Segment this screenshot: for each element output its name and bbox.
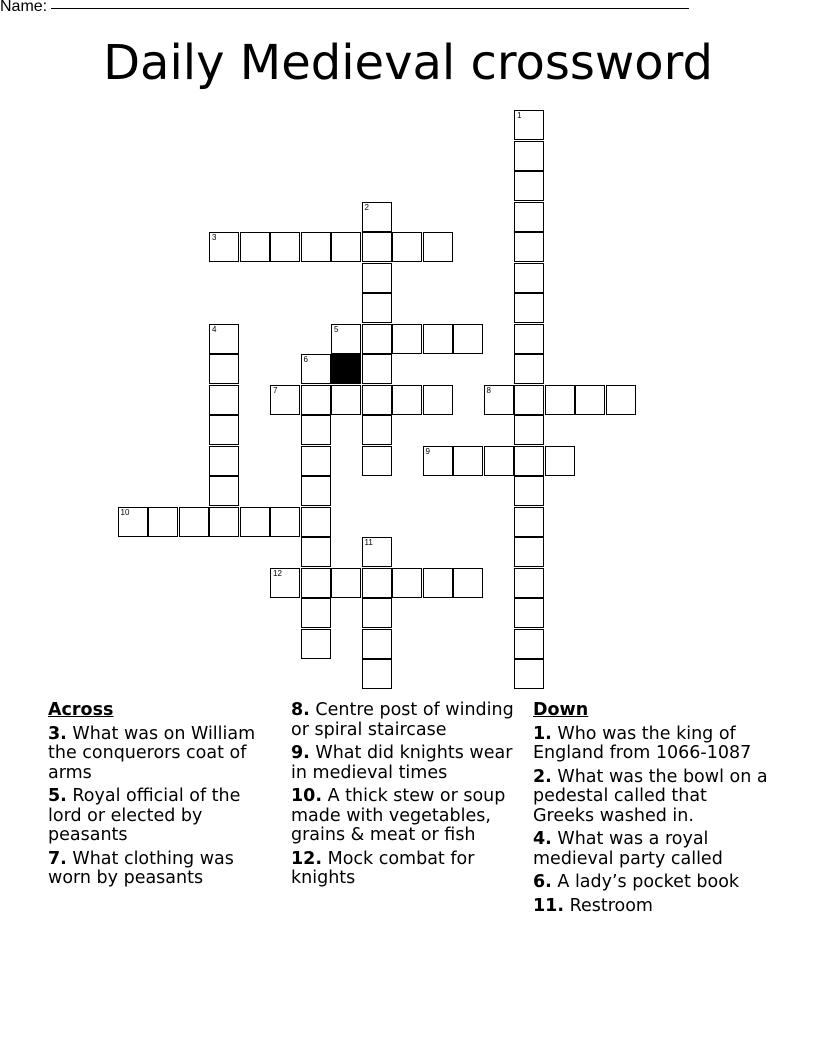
grid-cell[interactable]: [514, 293, 544, 323]
grid-cell[interactable]: [301, 476, 331, 506]
clue-down-11: 11. Restroom: [533, 895, 653, 916]
grid-cell[interactable]: [514, 446, 544, 476]
grid-cell[interactable]: [514, 202, 544, 232]
grid-cell[interactable]: [301, 354, 331, 384]
cell-number: 8: [486, 385, 491, 395]
grid-cell[interactable]: [514, 263, 544, 293]
clue-down-6: 6. A lady’s pocket book: [533, 872, 740, 892]
grid-cell[interactable]: [362, 202, 392, 232]
clue-across-3: 3. What was on William the conquerors coat of arms: [48, 723, 256, 783]
across-clues-column-1: [48, 701, 273, 893]
cell-number: 6: [303, 355, 308, 364]
grid-cell[interactable]: [362, 263, 392, 293]
grid-cell[interactable]: [423, 232, 453, 262]
grid-cell[interactable]: [514, 141, 544, 171]
grid-cell[interactable]: [331, 568, 361, 598]
grid-cell[interactable]: [301, 232, 331, 262]
grid-cell[interactable]: [514, 476, 544, 506]
grid-cell[interactable]: [270, 568, 300, 598]
grid-cell[interactable]: [270, 385, 300, 415]
grid-cell[interactable]: [575, 385, 605, 415]
across-clues-column-2: [291, 701, 519, 893]
grid-cell[interactable]: [362, 324, 392, 354]
grid-cell[interactable]: [301, 446, 331, 476]
grid-cell[interactable]: [240, 232, 270, 262]
grid-cell[interactable]: [301, 507, 331, 537]
grid-cell[interactable]: [209, 476, 239, 506]
grid-cell[interactable]: [423, 446, 453, 476]
clue-across-12: 12. Mock combat for knights: [291, 848, 475, 888]
grid-cell[interactable]: [514, 110, 544, 140]
grid-cell[interactable]: [423, 385, 453, 415]
clue-across-8: 8. Centre post of winding or spiral staircase: [291, 700, 514, 740]
cell-number: 10: [120, 507, 130, 517]
grid-cell[interactable]: [453, 446, 483, 476]
down-clues-column: [533, 701, 768, 920]
blocked-cell: [331, 354, 361, 384]
down-heading: Down: [533, 700, 589, 720]
grid-cell[interactable]: [209, 385, 239, 415]
grid-cell[interactable]: [423, 324, 453, 354]
grid-cell[interactable]: [301, 598, 331, 628]
clue-across-7: 7. What clothing was worn by peasants: [48, 848, 234, 888]
grid-cell[interactable]: [362, 598, 392, 628]
grid-cell[interactable]: [362, 568, 392, 598]
grid-cell[interactable]: [362, 293, 392, 323]
grid-cell[interactable]: [514, 537, 544, 567]
grid-cell[interactable]: [331, 324, 361, 354]
grid-cell[interactable]: [514, 659, 544, 689]
grid-cell[interactable]: [392, 324, 422, 354]
grid-cell[interactable]: [392, 568, 422, 598]
clue-across-9: 9. What did knights wear in medieval times: [291, 743, 513, 783]
grid-cell[interactable]: [209, 507, 239, 537]
page-title: Daily Medieval crossword: [103, 35, 713, 91]
grid-cell[interactable]: [545, 385, 575, 415]
grid-cell[interactable]: [209, 446, 239, 476]
grid-cell[interactable]: [362, 629, 392, 659]
grid-cell[interactable]: [545, 446, 575, 476]
grid-cell[interactable]: [362, 415, 392, 445]
cell-number: 2: [364, 202, 369, 212]
cell-number: 12: [273, 568, 282, 578]
grid-cell[interactable]: [362, 446, 392, 476]
grid-cell[interactable]: [270, 232, 300, 262]
grid-cell[interactable]: [301, 629, 331, 659]
grid-cell[interactable]: [514, 629, 544, 659]
grid-cell[interactable]: [514, 415, 544, 445]
grid-cell[interactable]: [301, 415, 331, 445]
grid-cell[interactable]: [240, 507, 270, 537]
grid-cell[interactable]: [514, 598, 544, 628]
grid-cell[interactable]: [514, 568, 544, 598]
grid-cell[interactable]: [423, 568, 453, 598]
cell-number: 7: [273, 385, 278, 395]
grid-cell[interactable]: [301, 568, 331, 598]
clue-across-5: 5. Royal official of the lord or elected by peasants: [48, 786, 241, 845]
grid-cell[interactable]: [301, 537, 331, 567]
grid-cell[interactable]: [514, 385, 544, 415]
grid-cell[interactable]: [331, 232, 361, 262]
grid-cell[interactable]: [362, 385, 392, 415]
grid-cell[interactable]: [514, 354, 544, 384]
grid-cell[interactable]: [392, 232, 422, 262]
grid-cell[interactable]: [179, 507, 209, 537]
grid-cell[interactable]: [362, 659, 392, 689]
grid-cell[interactable]: [514, 324, 544, 354]
grid-cell[interactable]: [514, 171, 544, 201]
grid-cell[interactable]: [606, 385, 636, 415]
cell-number: 1: [517, 111, 522, 120]
grid-cell[interactable]: [118, 507, 148, 537]
grid-cell[interactable]: [209, 324, 239, 354]
clue-down-2: 2. What was the bowl on a pedestal called that Greeks washed in.: [533, 766, 768, 826]
clue-down-1: 1. Who was the king of England from 1066-1087: [533, 723, 752, 763]
cell-number: 4: [212, 324, 217, 334]
grid-cell[interactable]: [148, 507, 178, 537]
grid-cell[interactable]: [209, 354, 239, 384]
grid-cell[interactable]: [484, 446, 514, 476]
cell-number: 11: [364, 538, 373, 547]
cell-number: 3: [212, 233, 217, 242]
grid-cell[interactable]: [209, 232, 239, 262]
grid-cell[interactable]: [453, 568, 483, 598]
clue-down-4: 4. What was a royal medieval party called: [533, 829, 723, 869]
grid-cell[interactable]: [362, 232, 392, 262]
cell-number: 9: [425, 446, 430, 456]
grid-cell[interactable]: [209, 415, 239, 445]
cell-number: 5: [334, 324, 339, 334]
across-heading: Across: [48, 700, 114, 720]
grid-cell[interactable]: [514, 507, 544, 537]
grid-cell[interactable]: [270, 507, 300, 537]
grid-cell[interactable]: [514, 232, 544, 262]
grid-cell[interactable]: [331, 385, 361, 415]
name-label: Name:: [0, 0, 48, 15]
grid-cell[interactable]: [362, 537, 392, 567]
clue-across-10: 10. A thick stew or soup made with vegetables, grains & meat or fish: [291, 786, 506, 845]
grid-cell[interactable]: [484, 385, 514, 415]
grid-cell[interactable]: [392, 385, 422, 415]
grid-cell[interactable]: [453, 324, 483, 354]
grid-cell[interactable]: [301, 385, 331, 415]
grid-cell[interactable]: [362, 354, 392, 384]
